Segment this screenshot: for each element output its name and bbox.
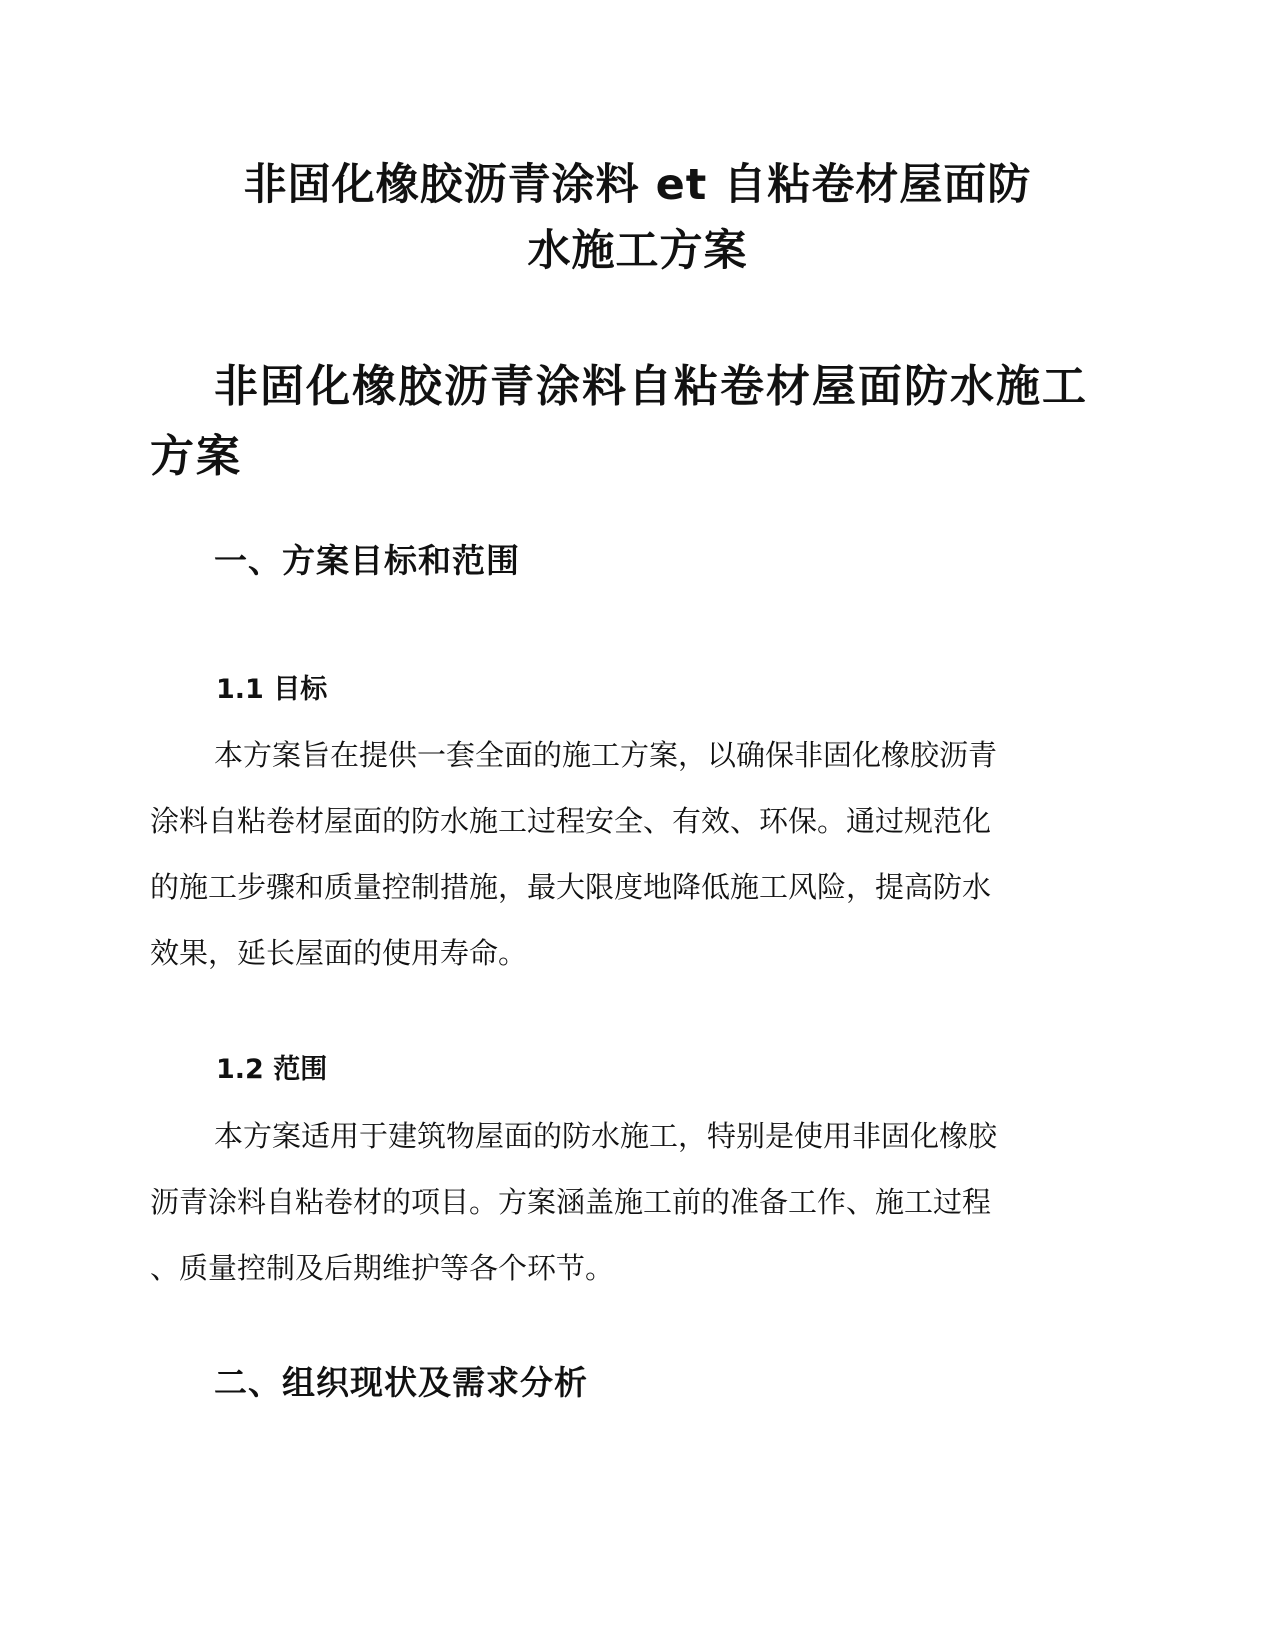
section-heading-2: 二、组织现状及需求分析 bbox=[214, 1363, 588, 1402]
subsection-heading-1-2: 1.2 范围 bbox=[216, 1054, 328, 1085]
paragraph-goal-line-1: 本方案旨在提供一套全面的施工方案，以确保非固化橡胶沥青 bbox=[214, 738, 998, 772]
paragraph-goal-line-4: 效果，延长屋面的使用寿命。 bbox=[150, 936, 528, 970]
paragraph-goal-line-2: 涂料自粘卷材屋面的防水施工过程安全、有效、环保。通过规范化 bbox=[150, 804, 992, 838]
paragraph-scope-line-3: 、质量控制及后期维护等各个环节。 bbox=[150, 1251, 615, 1285]
paragraph-scope bbox=[150, 1103, 1120, 1301]
paragraph-scope-line-2: 沥青涂料自粘卷材的项目。方案涵盖施工前的准备工作、施工过程 bbox=[150, 1185, 992, 1219]
paragraph-goal bbox=[150, 722, 1120, 986]
main-title: 非固化橡胶沥青涂料自粘卷材屋面防水施工方案 bbox=[150, 361, 1088, 482]
document-title bbox=[150, 152, 1125, 284]
paragraph-scope-line-1: 本方案适用于建筑物屋面的防水施工，特别是使用非固化橡胶 bbox=[214, 1119, 998, 1153]
document-title-line-2: 水施工方案 bbox=[527, 226, 748, 276]
paragraph-goal-line-3: 的施工步骤和质量控制措施，最大限度地降低施工风险，提高防水 bbox=[150, 870, 992, 904]
section-heading-1: 一、方案目标和范围 bbox=[214, 541, 520, 580]
document-title-line-1: 非固化橡胶沥青涂料 et 自粘卷材屋面防 bbox=[243, 160, 1032, 210]
subsection-heading-1-1: 1.1 目标 bbox=[216, 674, 328, 705]
